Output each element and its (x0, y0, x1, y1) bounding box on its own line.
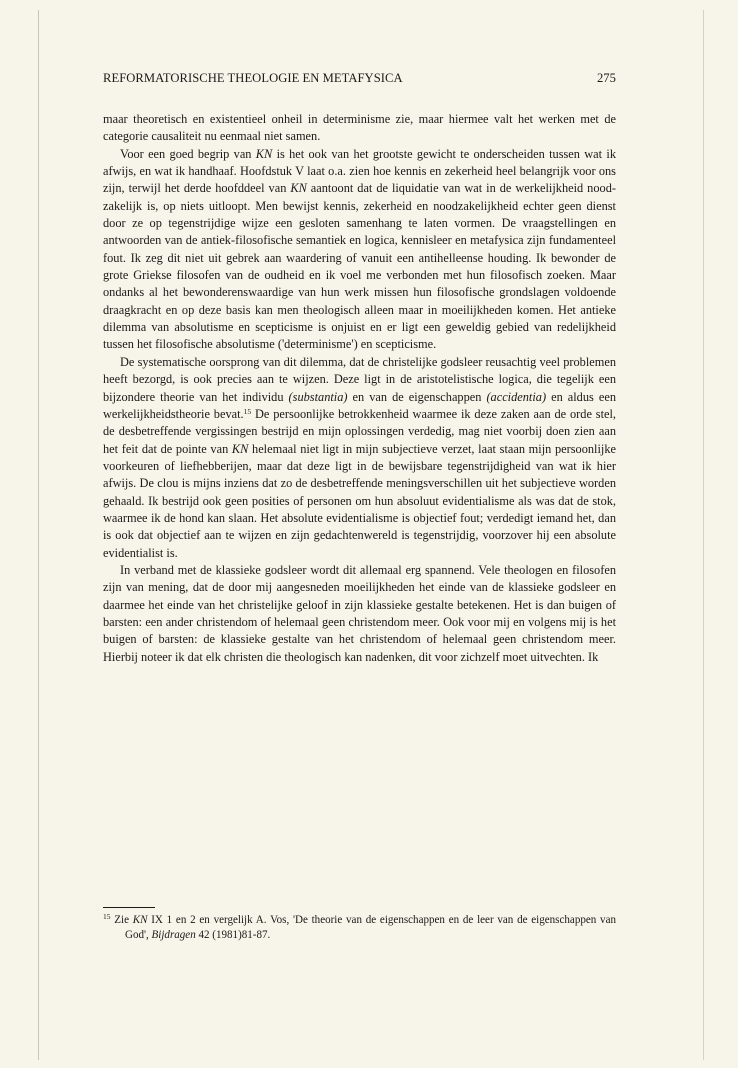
footnote-marker: 15 (103, 912, 111, 921)
text-run: Zie (110, 914, 133, 926)
italic-term: KN (255, 146, 273, 161)
text-run: aantoont dat de liquidatie van wat in de werkelijkheid noodzakelijk is, op niets uitloopt. Men bewijst kennis, zekerheid en noodzakelijkheid echter geen dienst door ze op tegenstrijdige wijze een gesloten samenhang te laten vormen. De vraagstellingen en antwoorden van de antiek-filosofische semantiek en logica, kennisleer en metafysica zijn fundamenteel fout. Ik zeg dit niet uit gebrek aan waardering of vanuit een antihelleense houding. Ik bewonder de grote Griekse filosofen van de oudheid en ik voel me verbonden met hun filosofisch zoeken. Maar ondanks al het bewonderenswaardige van hun werk missen hun filosofische grondslagen voldoende draagkracht en op deze basis kan men theologisch alleen maar in moeilijkheden komen. Het antieke dilemma van absolutisme en scepticisme is onjuist en er ligt een geweldig gebied van redelijkheid tussen het filosofische absolutisme ('determinisme') en scepticisme. (103, 181, 616, 352)
page-number: 275 (596, 71, 616, 85)
paragraph (103, 111, 616, 146)
footnote-rule (103, 907, 155, 908)
text-run: Voor een goed begrip van (120, 146, 256, 161)
text-run: 42 (1981)81-87. (195, 929, 271, 941)
text-run: In verband met de klassieke godsleer wordt dit allemaal erg spannend. Vele theologen en filosofen zijn van mening, dat de door mij aangesneden moeilijkheden het einde van de klassieke godsleer en daarmee het einde van het christelijke geloof in zijn klassieke gestalte betekenen. Het is dan buigen of barsten: een ander christendom of helemaal geen christendom meer. Ook voor mij en volgens mij is het buigen of barsten: de klassieke gestalte van het christendom of helemaal geen christendom meer. Hierbij noteer ik dat elk christen die theologisch kan nadenken, dit voor zichzelf moet uitvechten. Ik (103, 562, 616, 664)
italic-term: KN (231, 441, 249, 456)
italic-term: KN (290, 181, 307, 196)
text-run: IX 1 en 2 en vergelijk A. Vos, 'De theorie van de eigenschappen en de leer van de eigenschappen van God', (125, 914, 616, 941)
text-run: en aldus een werkelijkheidstheorie bevat. (103, 389, 616, 421)
italic-term: (accidentia) (486, 389, 547, 404)
text-run: De systematische oorsprong van dit dilemma, dat de christelijke godsleer reusachtig veel problemen heeft bezorgd, is ook precies aan te wijzen. Deze ligt in de aristotelistische logica, die tegelijk een bijzondere theorie van het individu (103, 354, 616, 404)
page-edge-right (703, 10, 704, 1060)
italic-term: KN (132, 914, 148, 926)
text-run: is het ook van het grootste gewicht te onderscheiden tussen wat ik afwijs, en wat ik handhaaf. Hoofdstuk V laat o.a. zien hoe kennis en zekerheid heel belangrijk voor ons zijn, terwijl het derde hoofddeel van (103, 146, 616, 196)
paragraph (103, 146, 616, 354)
text-run: De persoonlijke betrokkenheid waarmee ik deze zaken aan de orde stel, de desbetreffende vergissingen bestrijd en mijn oplossingen verdedig, mag niet voorbij doen zien aan het feit dat de pointe van (103, 406, 616, 456)
footnote (103, 913, 616, 943)
page-edge-left (38, 10, 39, 1060)
running-title: REFORMATORISCHE THEOLOGIE EN METAFYSICA (103, 71, 403, 85)
text-run: helemaal niet ligt in mijn subjectieve verzet, laat staan mijn persoonlijke voorkeuren of liefhebberijen, maar dat deze ligt in de bewijsbare tegenstrijdigheid van wat ik hier afwijs. De clou is mijns inziens dat zo de desbetreffende meningsverschillen uit het subjectieve worden gehaald. Ik bestrijd ook geen posities of personen om hun absoluut evidentialisme als was dat de stok, waarmee ik de hond kan slaan. Het absolute evidentialisme is objectief fout; verdedigt iemand het, dan is ook dat objectief aan te wijzen en zijn gedachtenwereld is tegenstrijdig, voorzover hij een absolute evidentialist is. (103, 441, 616, 560)
footnote-marker: 15 (243, 406, 252, 416)
body-text (103, 111, 616, 666)
text-run: maar theoretisch en existentieel onheil in determinisme zie, maar hiermee valt het werken met de categorie causaliteit nu eenmaal niet samen. (103, 112, 616, 144)
italic-term: (substantia) (288, 389, 348, 404)
paragraph (103, 354, 616, 562)
text-run: en van de eigenschappen (347, 389, 487, 404)
paragraph (103, 562, 616, 666)
italic-term: Bijdragen (151, 929, 196, 941)
